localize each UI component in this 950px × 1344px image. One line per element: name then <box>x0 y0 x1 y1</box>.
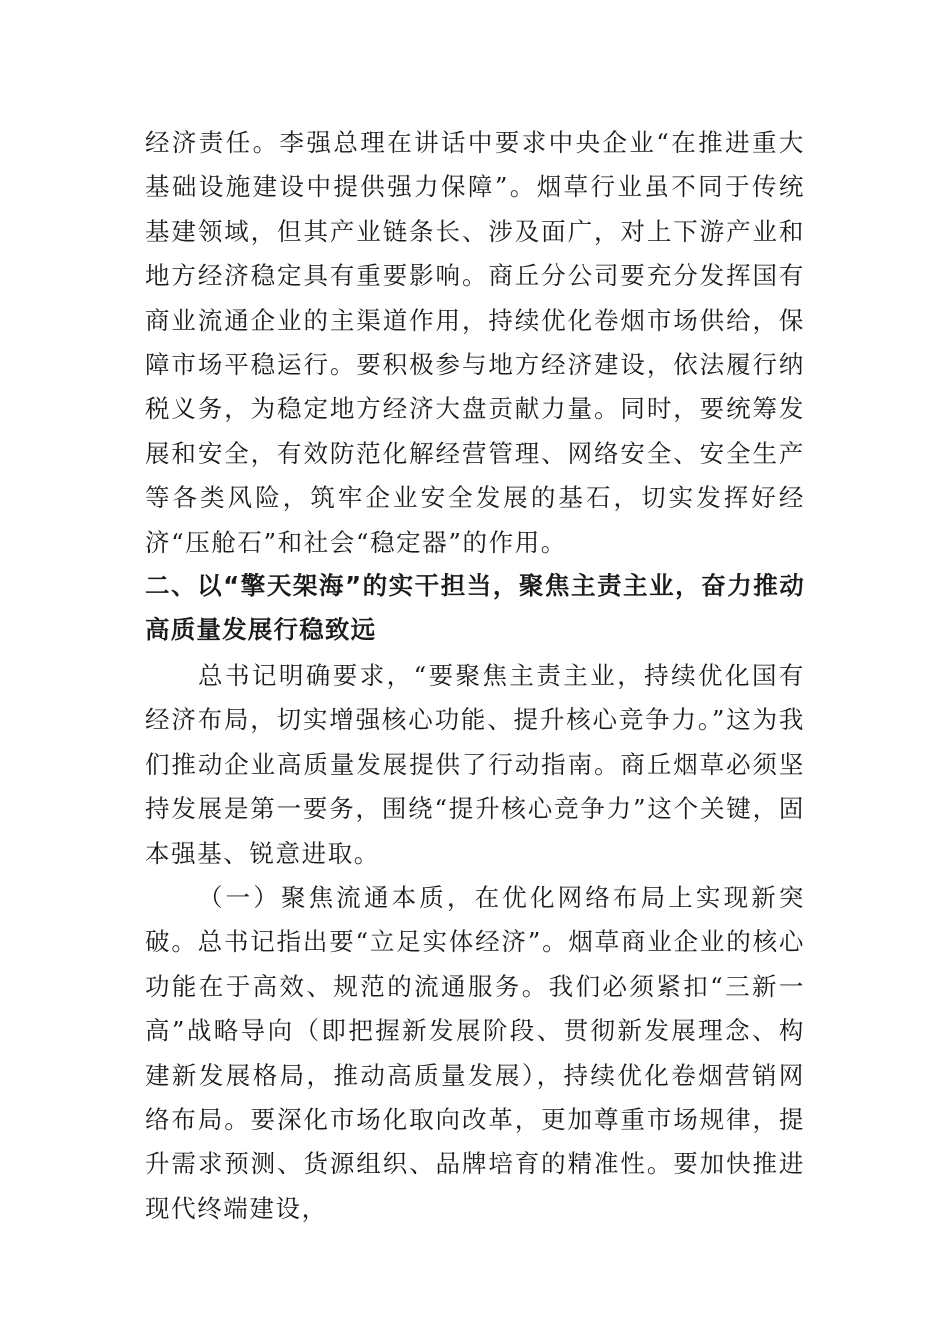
body-paragraph-1: 经济责任。李强总理在讲话中要求中央企业“在推进重大基础设施建设中提供强力保障”。烟草行业虽不同于传统基建领域，但其产业链条长、涉及面广，对上下游产业和地方经济稳定具有重要影响。商丘分公司要充分发挥国有商业流通企业的主渠道作用，持续优化卷烟市场供给，保障市场平稳运行。要积极参与地方经济建设，依法履行纳税义务，为稳定地方经济大盘贡献力量。同时，要统筹发展和安全，有效防范化解经营管理、网络安全、安全生产等各类风险，筑牢企业安全发展的基石，切实发挥好经济“压舱石”和社会“稳定器”的作用。 <box>145 128 805 557</box>
body-paragraph-2: 总书记明确要求，“要聚焦主责主业，持续优化国有经济布局，切实增强核心功能、提升核心竞争力。”这为我们推动企业高质量发展提供了行动指南。商丘烟草必须坚持发展是第一要务，围绕“提升核心竞争力”这个关键，固本强基、锐意进取。 <box>145 661 805 868</box>
body-paragraph-3: （一）聚焦流通本质，在优化网络布局上实现新突破。总书记指出要“立足实体经济”。烟草商业企业的核心功能在于高效、规范的流通服务。我们必须紧扣“三新一高”战略导向（即把握新发展阶段、贯彻新发展理念、构建新发展格局，推动高质量发展），持续优化卷烟营销网络布局。要深化市场化取向改革，更加尊重市场规律，提升需求预测、货源组织、品牌培育的精准性。要加快推进现代终端建设， <box>145 883 805 1223</box>
section-heading: 二、以“擎天架海”的实干担当，聚焦主责主业，奋力推动高质量发展行稳致远 <box>145 571 805 645</box>
